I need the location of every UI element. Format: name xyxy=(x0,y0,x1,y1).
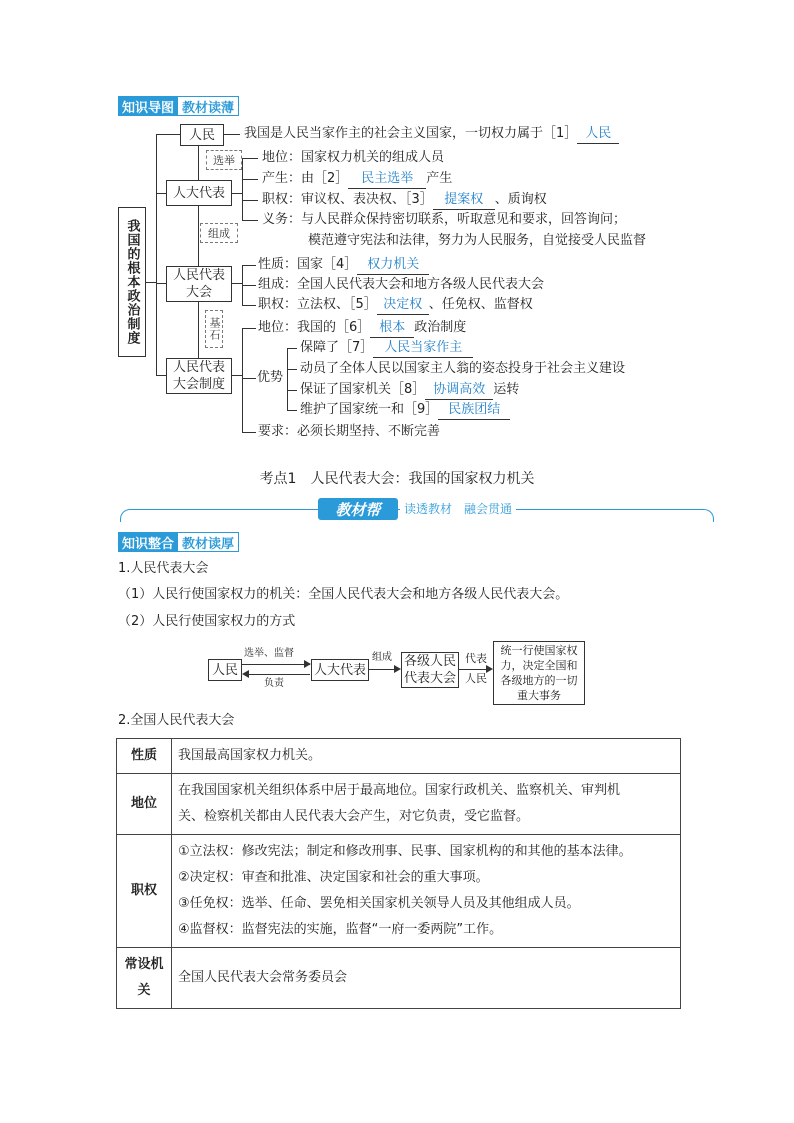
flow-congress-line2: 代表大会 xyxy=(403,671,456,686)
answer-1: 人民 xyxy=(577,125,619,144)
congress-powers-post: 、任免权、监督权 xyxy=(428,297,533,312)
deputy-duty-2: 模范遵守宪法和法律，努力为人民服务，自觉接受人民监督 xyxy=(308,233,647,248)
key-point-title: 考点1 人民代表大会：我国的国家权力机关 xyxy=(259,471,535,487)
answer-7: 人民当家作主 xyxy=(373,339,473,358)
people-desc-text: 我国是人民当家作主的社会主义国家，一切权力属于［1］ xyxy=(244,126,578,141)
advantage-3 xyxy=(300,381,519,400)
row-line: 全国人民代表大会常务委员会 xyxy=(178,970,348,985)
advantage-4-pre: 维护了国家统一和［9］ xyxy=(300,402,439,417)
advantage-3-post: 运转 xyxy=(493,382,520,397)
banner-subtitle: 读透教材 融会贯通 xyxy=(400,500,516,518)
node-congress xyxy=(166,266,232,302)
row-content xyxy=(172,835,681,948)
answer-3: 提案权 xyxy=(433,191,495,210)
system-requirement: 要求：必须长期坚持、不断完善 xyxy=(258,424,441,439)
tag2-label-secondary: 教材读厚 xyxy=(178,532,239,552)
congress-powers-pre: 职权：立法权、［5］ xyxy=(258,297,377,312)
banner-title: 教材帮 xyxy=(318,498,398,520)
answer-4: 权力机关 xyxy=(357,256,429,275)
section-tag-mindmap xyxy=(118,96,239,116)
table-row xyxy=(117,774,681,835)
deputy-duty-1: 义务：与人民群众保持密切联系，听取意见和要求，回答询问； xyxy=(262,212,627,227)
flow-result-line: 力，决定全国和 xyxy=(500,659,578,672)
heading-2: 2.全国人民代表大会 xyxy=(118,713,235,728)
deputy-position: 地位：国家权力机关的组成人员 xyxy=(262,150,445,165)
deputy-powers xyxy=(262,191,547,210)
advantage-2: 动员了全体人民以国家主人翁的姿态投身于社会主义建设 xyxy=(300,361,626,376)
paragraph-1-1: （1）人民行使国家权力的机关：全国人民代表大会和地方各级人民代表大会。 xyxy=(118,587,569,602)
relation-elect: 选举 xyxy=(206,150,242,170)
advantage-4 xyxy=(300,401,510,420)
system-position-post: 政治制度 xyxy=(414,320,467,335)
answer-5: 决定权 xyxy=(377,296,429,315)
advantages-label: 优势 xyxy=(257,370,284,385)
row-line: 在我国国家机关组织体系中居于最高地位。国家行政机关、监察机关、审判机 xyxy=(178,783,621,798)
congress-powers xyxy=(258,296,533,315)
tag-label-primary: 知识导图 xyxy=(118,96,178,116)
flow-result xyxy=(493,641,585,705)
node-congress-system xyxy=(166,358,232,394)
section-tag-integration xyxy=(118,532,239,552)
node-system-line1: 人民代表 xyxy=(172,360,225,375)
flow-result-line: 统一行使国家权 xyxy=(500,644,578,657)
deputy-origin xyxy=(262,170,452,189)
row-header: 常设机关 xyxy=(117,948,172,1009)
row-line: ④监督权：监督宪法的实施，监督“一府一委两院”工作。 xyxy=(178,922,503,937)
flow-result-line: 重大事务 xyxy=(517,689,561,702)
congress-composition: 组成：全国人民代表大会和地方各级人民代表大会 xyxy=(258,277,545,292)
flow-congress xyxy=(401,652,459,688)
flow-congress-line1: 各级人民 xyxy=(403,654,456,669)
deputy-powers-post: 、质询权 xyxy=(494,192,547,207)
advantage-3-pre: 保证了国家机关［8］ xyxy=(300,382,426,397)
flow-result-line: 各级地方的一切 xyxy=(500,674,578,687)
row-content xyxy=(172,739,681,774)
node-people: 人民 xyxy=(180,124,224,146)
flow-label-accountable: 负责 xyxy=(264,678,284,689)
advantage-1 xyxy=(300,339,473,358)
relation-foundation: 基石 xyxy=(205,310,223,348)
flow-people: 人民 xyxy=(208,659,242,681)
people-desc xyxy=(244,125,619,144)
row-content xyxy=(172,948,681,1009)
flow-label-compose: 组成 xyxy=(372,652,392,663)
system-position xyxy=(258,319,466,338)
deputy-origin-post: 产生 xyxy=(426,171,453,186)
npc-info-table xyxy=(116,738,681,1009)
row-header: 职权 xyxy=(117,835,172,948)
answer-9: 民族团结 xyxy=(438,401,510,420)
row-header: 地位 xyxy=(117,774,172,835)
tag-label-secondary: 教材读薄 xyxy=(178,96,239,116)
system-position-pre: 地位：我国的［6］ xyxy=(258,320,371,335)
table-row xyxy=(117,739,681,774)
relation-compose: 组成 xyxy=(200,223,238,243)
row-line: ①立法权：修改宪法；制定和修改刑事、民事、国家机构的和其他的基本法律。 xyxy=(178,844,632,859)
node-congress-line1: 人民代表 xyxy=(172,268,225,283)
table-row xyxy=(117,835,681,948)
table-row xyxy=(117,948,681,1009)
deputy-powers-pre: 职权：审议权、表决权、［3］ xyxy=(262,192,433,207)
row-line: ②决定权：审查和批准、决定国家和社会的重大事项。 xyxy=(178,870,489,885)
node-deputy: 人大代表 xyxy=(166,180,232,206)
row-content xyxy=(172,774,681,835)
row-line: 关、检察机关都由人民代表大会产生，对它负责，受它监督。 xyxy=(178,809,530,824)
node-congress-line2: 大会 xyxy=(185,285,212,300)
row-line: ③任免权：选举、任命、罢免相关国家机关领导人员及其他组成人员。 xyxy=(178,896,580,911)
node-system-line2: 大会制度 xyxy=(172,377,225,392)
congress-nature-pre: 性质：国家［4］ xyxy=(258,257,358,272)
heading-1: 1.人民代表大会 xyxy=(118,561,209,576)
advantage-1-pre: 保障了［7］ xyxy=(300,340,374,355)
paragraph-1-2: （2）人民行使国家权力的方式 xyxy=(118,614,296,629)
flow-label-elect: 选举、监督 xyxy=(244,648,294,659)
flow-label-represent: 代表 xyxy=(465,652,487,665)
answer-2: 民主选举 xyxy=(348,170,426,189)
row-line: 我国最高国家权力机关。 xyxy=(178,748,322,763)
root-node: 我国的根本政治制度 xyxy=(118,207,146,357)
flow-label-people: 人民 xyxy=(465,672,487,685)
flow-deputy: 人大代表 xyxy=(311,659,369,681)
tag2-label-primary: 知识整合 xyxy=(118,532,178,552)
deputy-origin-pre: 产生：由［2］ xyxy=(262,171,349,186)
answer-8: 协调高效 xyxy=(425,381,493,400)
answer-6: 根本 xyxy=(370,319,414,338)
congress-nature xyxy=(258,256,429,275)
row-header: 性质 xyxy=(117,739,172,774)
